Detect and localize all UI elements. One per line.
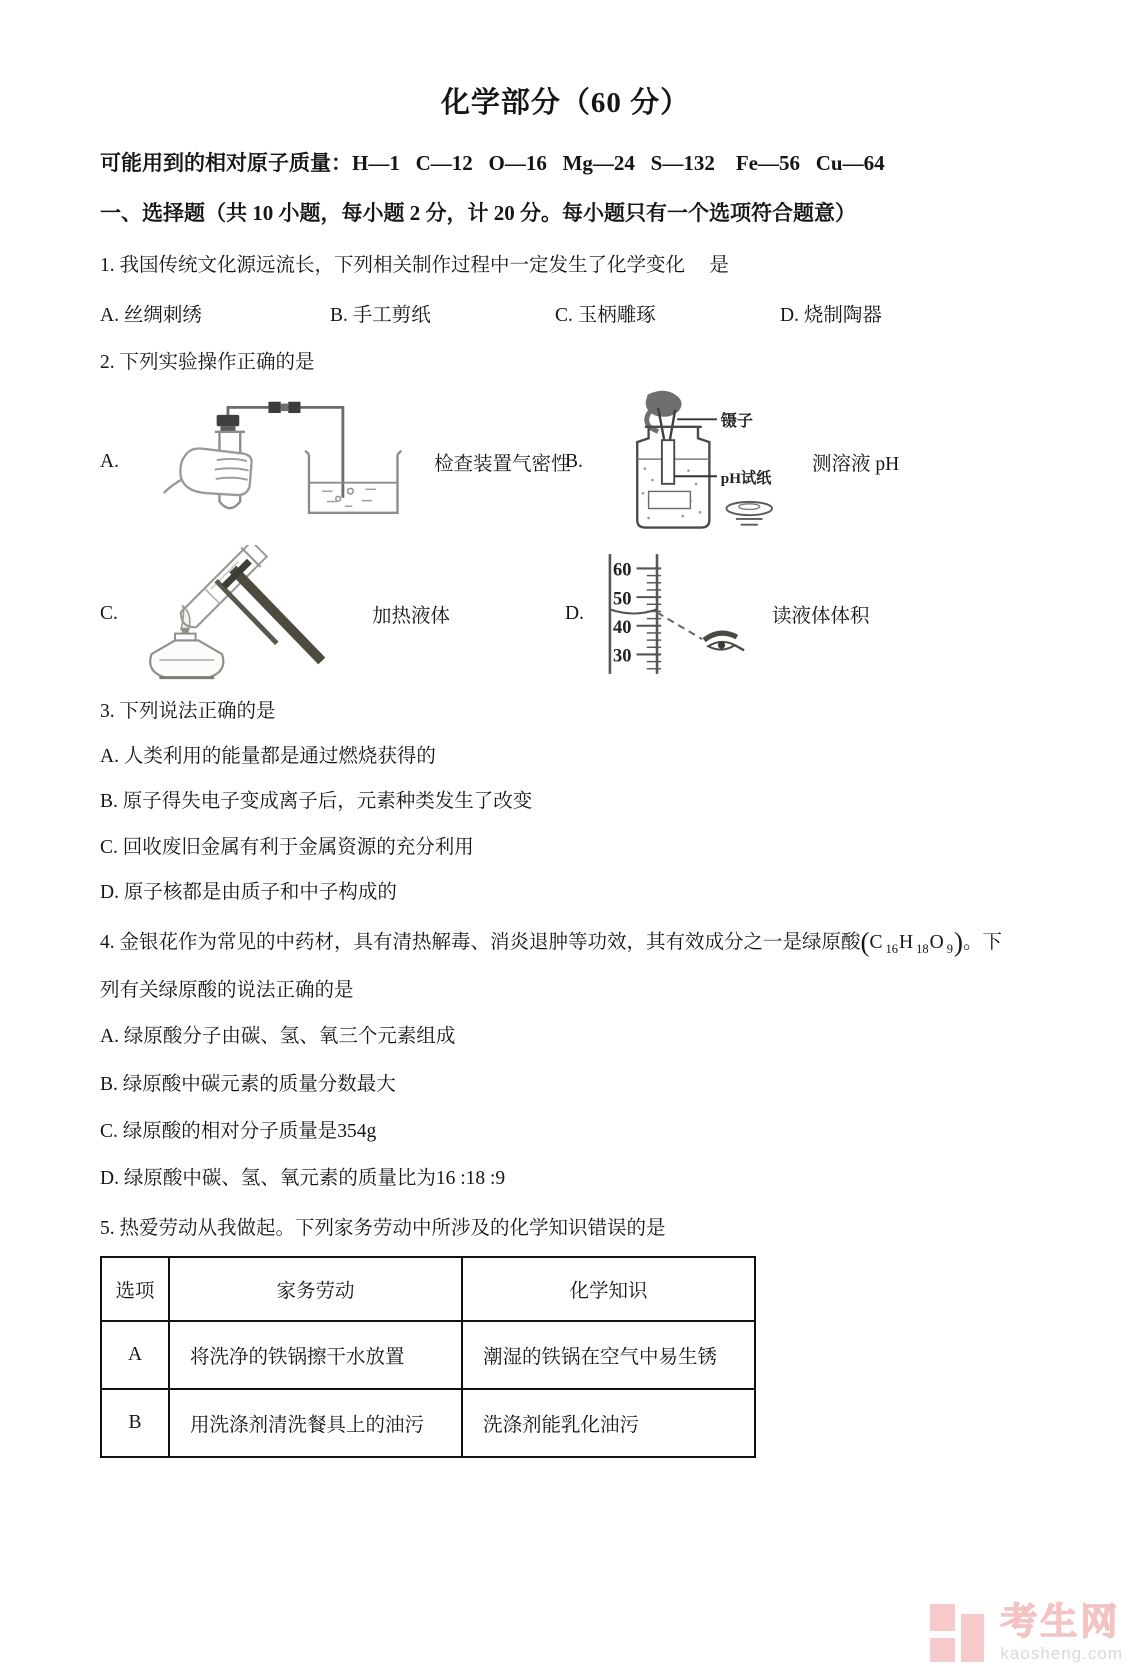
q3-option-c: C. 回收废旧金属有利于金属资源的充分利用 <box>100 836 474 858</box>
figure-option-b <box>565 387 1031 537</box>
figure-option-d <box>565 545 1031 683</box>
header-option: 选项 <box>101 1257 169 1321</box>
row-b-knowledge: 洗涤剂能乳化油污 <box>462 1389 755 1457</box>
airtightness-check-figure <box>130 398 422 526</box>
table-header-row <box>101 1257 755 1321</box>
ph-paper-annotation: pH试纸 <box>720 469 772 487</box>
row-a-knowledge: 潮湿的铁锅在空气中易生锈 <box>462 1321 755 1389</box>
figure-c-caption: 加热液体 <box>372 605 451 627</box>
q1-option-c: C. 玉柄雕琢 <box>555 305 656 327</box>
tweezers-annotation: 镊子 <box>720 412 754 430</box>
scale-label-50: 50 <box>612 587 632 608</box>
watermark <box>930 1604 1123 1666</box>
tube-connector-icon <box>268 401 280 412</box>
exam-paper-page <box>0 80 1131 1680</box>
figure-a-label: A. <box>100 450 119 472</box>
q4-stem-suffix: 。下 <box>962 932 1002 954</box>
exam-content <box>0 80 1131 1458</box>
watermark-site-name: 考生网 <box>1000 1602 1121 1643</box>
graduated-cylinder-figure <box>595 550 760 678</box>
q4-option-d: D. 绿原酸中碳、氢、氧元素的质量比为16 :18 :9 <box>100 1168 506 1190</box>
figure-c-label: C. <box>100 602 118 624</box>
row-b-option: B <box>101 1389 169 1457</box>
q1-option-d: D. 烧制陶器 <box>780 305 882 327</box>
formula-element-o: O <box>929 932 944 954</box>
figure-b-caption: 测溶液 pH <box>812 453 900 475</box>
formula-subscript-16: 16 <box>885 942 899 957</box>
formula-subscript-9: 9 <box>946 942 953 957</box>
table-row-b <box>101 1389 755 1457</box>
question-5-table <box>100 1256 756 1458</box>
row-a-housework: 将洗净的铁锅擦干水放置 <box>169 1321 462 1389</box>
meniscus-line <box>610 609 657 613</box>
scale-label-40: 40 <box>612 616 632 637</box>
page-title: 化学部分（60 分） <box>440 87 691 119</box>
question-5-stem: 5. 热爱劳动从我做起。下列家务劳动中所涉及的化学知识错误的是 <box>100 1218 666 1240</box>
q4-option-a: A. 绿原酸分子由碳、氢、氧三个元素组成 <box>100 1026 456 1048</box>
q4-option-c: C. 绿原酸的相对分子质量是354g <box>100 1120 377 1142</box>
eye-icon <box>704 633 744 650</box>
q4-stem-prefix: 4. 金银花作为常见的中药材，具有清热解毒、消炎退肿等功效，其有效成分之一是绿原酸 <box>100 932 861 954</box>
watermark-text <box>1000 1604 1123 1664</box>
question-4-stem-line2: 列有关绿原酸的说法正确的是 <box>100 980 354 1002</box>
question-3-stem: 3. 下列说法正确的是 <box>100 700 276 722</box>
chlorogenic-acid-formula <box>861 927 963 958</box>
hand-icon <box>180 448 251 495</box>
watermark-site-domain: kaosheng.com <box>1000 1644 1123 1663</box>
figure-b-label: B. <box>565 450 583 472</box>
row-a-option: A <box>101 1321 169 1389</box>
sight-line <box>657 612 702 639</box>
section-one-heading: 一、选择题（共 10 小题，每小题 2 分，计 20 分。每小题只有一个选项符合题意） <box>100 201 856 225</box>
formula-element-h: H <box>899 932 914 954</box>
stopper-icon <box>217 415 240 426</box>
figure-option-c <box>100 545 565 683</box>
question-1-stem: 1. 我国传统文化源远流长，下列相关制作过程中一定发生了化学变化 是 <box>100 255 729 276</box>
header-housework: 家务劳动 <box>169 1257 462 1321</box>
formula-close-paren: ) <box>953 927 963 958</box>
ph-test-figure <box>595 387 800 537</box>
formula-element-c: C <box>869 932 883 954</box>
q1-option-a: A. 丝绸刺绣 <box>100 305 202 327</box>
question-1-options <box>100 299 1031 327</box>
q3-option-b: B. 原子得失电子变成离子后，元素种类发生了改变 <box>100 791 533 813</box>
heating-liquid-figure <box>130 545 360 683</box>
question-2-figures <box>100 387 1031 683</box>
question-4-stem <box>100 926 1031 958</box>
figure-option-a <box>100 387 571 537</box>
q3-option-a: A. 人类利用的能量都是通过燃烧获得的 <box>100 745 436 767</box>
row-b-housework: 用洗涤剂清洗餐具上的油污 <box>169 1389 462 1457</box>
atomic-mass-line: 可能用到的相对原子质量：H—1 C—12 O—16 Mg—24 S—132 Fe—56 Cu—64 <box>100 151 885 175</box>
formula-subscript-18: 18 <box>916 942 929 957</box>
q3-option-d: D. 原子核都是由质子和中子构成的 <box>100 881 397 903</box>
header-chemistry-knowledge: 化学知识 <box>462 1257 755 1321</box>
scale-label-60: 60 <box>612 559 632 580</box>
ph-paper-strip-icon <box>662 440 674 484</box>
scale-label-30: 30 <box>612 645 632 666</box>
question-2-stem: 2. 下列实验操作正确的是 <box>100 352 315 374</box>
formula-open-paren: ( <box>860 927 870 958</box>
figure-d-caption: 读液体体积 <box>772 605 870 627</box>
q4-option-b: B. 绿原酸中碳元素的质量分数最大 <box>100 1073 396 1095</box>
q1-option-b: B. 手工剪纸 <box>330 305 431 327</box>
figure-d-label: D. <box>565 602 584 624</box>
alcohol-lamp-icon <box>150 640 223 677</box>
table-row-a <box>101 1321 755 1389</box>
kaosheng-logo-icon <box>930 1604 990 1666</box>
figure-a-caption: 检查装置气密性 <box>434 453 571 475</box>
